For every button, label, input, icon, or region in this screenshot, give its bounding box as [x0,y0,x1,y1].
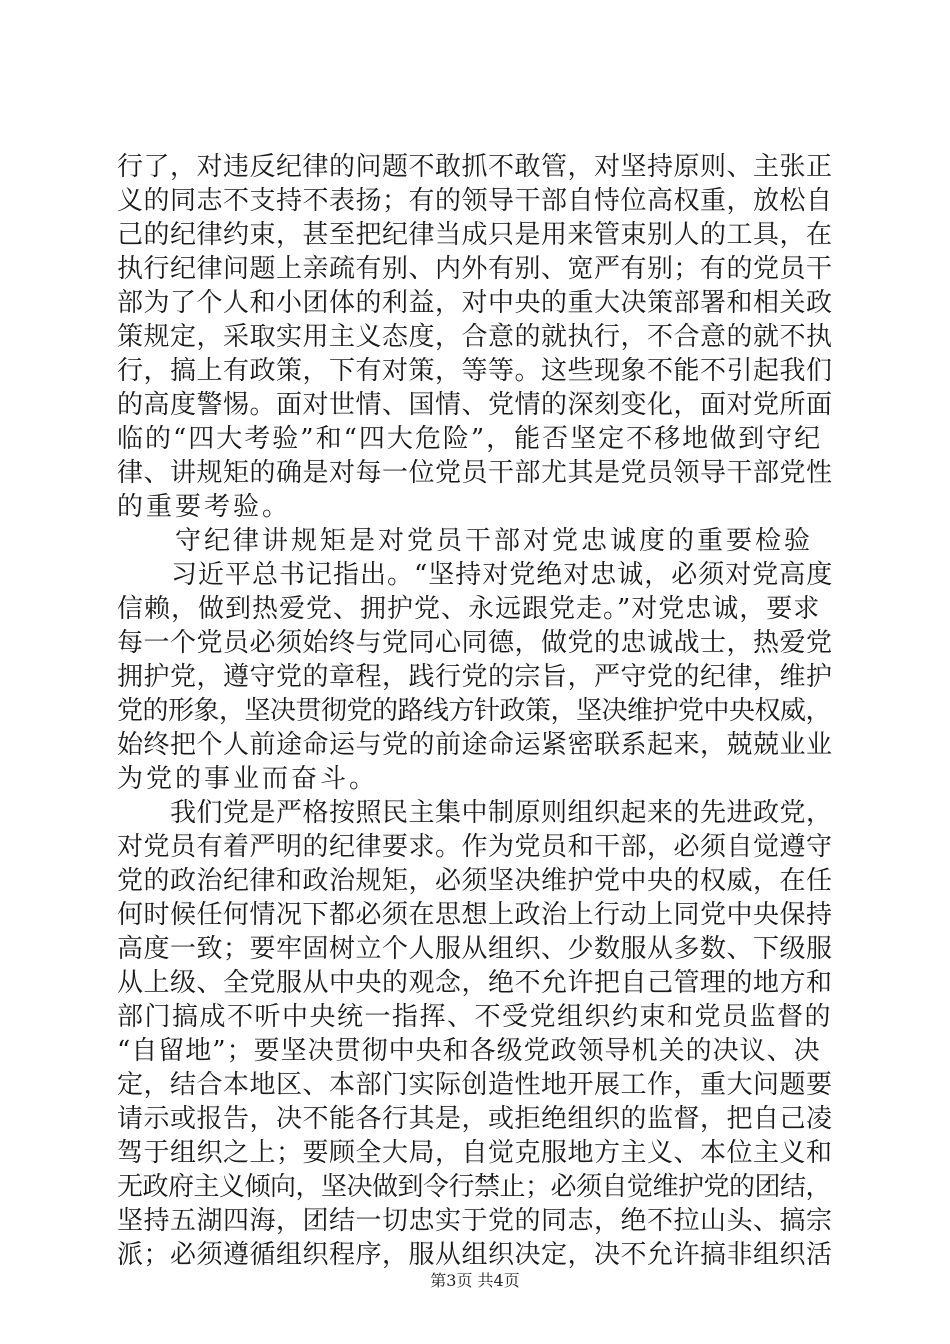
text-line: 执行纪律问题上亲疏有别、内外有别、宽严有别；有的党员干 [117,254,833,284]
text-line: “自留地”；要坚决贯彻中央和各级党政领导机关的决议、决 [117,1036,821,1066]
text-line: 高度一致；要牢固树立个人服从组织、少数服从多数、下级服 [117,934,833,964]
text-line: 党的形象，坚决贯彻党的路线方针政策，坚决维护党中央权威， [117,696,832,726]
text-line: 为党的事业而奋斗。 [117,764,379,794]
text-line: 定，结合本地区、本部门实际创造性地开展工作，重大问题要 [117,1070,833,1100]
text-line: 党的政治纪律和政治规矩，必须坚决维护党中央的权威，在任 [117,866,833,896]
text-line: 的重要考验。 [117,492,292,522]
text-line: 己的纪律约束，甚至把纪律当成只是用来管束别人的工具，在 [117,220,833,250]
text-line: 请示或报告，决不能各行其是，或拒绝组织的监督，把自己凌 [117,1104,833,1134]
text-line: 每一个党员必须始终与党同心同德，做党的忠诚战士，热爱党 [117,628,833,658]
text-line: 何时候任何情况下都必须在思想上政治上行动上同党中央保持 [117,900,833,930]
text-line: 行了，对违反纪律的问题不敢抓不敢管，对坚持原则、主张正 [117,152,833,182]
text-line: 临的“四大考验”和“四大危险”，能否坚定不移地做到守纪 [117,424,823,454]
text-line: 律、讲规矩的确是对每一位党员干部尤其是党员领导干部党性 [117,458,833,488]
text-line: 策规定，采取实用主义态度，合意的就执行，不合意的就不执 [117,322,833,352]
body-text [117,150,833,1272]
text-line: 始终把个人前途命运与党的前途命运紧密联系起来，兢兢业业 [117,730,833,760]
text-line: 守纪律讲规矩是对党员干部对党忠诚度的重要检验 [117,526,814,556]
text-line: 拥护党，遵守党的章程，践行党的宗旨，严守党的纪律，维护 [117,662,833,692]
text-line: 派；必须遵循组织程序，服从组织决定，决不允许搞非组织活 [117,1240,833,1270]
text-line: 对党员有着严明的纪律要求。作为党员和干部，必须自觉遵守 [117,832,833,862]
text-line: 坚持五湖四海，团结一切忠实于党的同志，绝不拉山头、搞宗 [117,1206,833,1236]
text-line: 从上级、全党服从中央的观念，绝不允许把自己管理的地方和 [117,968,833,998]
text-line: 部为了个人和小团体的利益，对中央的重大决策部署和相关政 [117,288,833,318]
text-line: 无政府主义倾向，坚决做到令行禁止；必须自觉维护党的团结， [117,1172,832,1202]
text-line: 信赖，做到热爱党、拥护党、永远跟党走。”对党忠诚，要求 [117,594,821,624]
text-line: 驾于组织之上；要顾全大局，自觉克服地方主义、本位主义和 [117,1138,833,1168]
text-line: 我们党是严格按照民主集中制原则组织起来的先进政党， [117,798,833,828]
text-line: 部门搞成不听中央统一指挥、不受党组织约束和党员监督的 [117,1002,833,1032]
page-footer: 第3页 共4页 [430,1271,520,1290]
text-line: 习近平总书记指出。“坚持对党绝对忠诚，必须对党高度 [117,560,834,590]
text-line: 义的同志不支持不表扬；有的领导干部自恃位高权重，放松自 [117,186,833,216]
text-line: 行，搞上有政策，下有对策，等等。这些现象不能不引起我们 [117,356,833,386]
text-line: 的高度警惕。面对世情、国情、党情的深刻变化，面对党所面 [117,390,833,420]
